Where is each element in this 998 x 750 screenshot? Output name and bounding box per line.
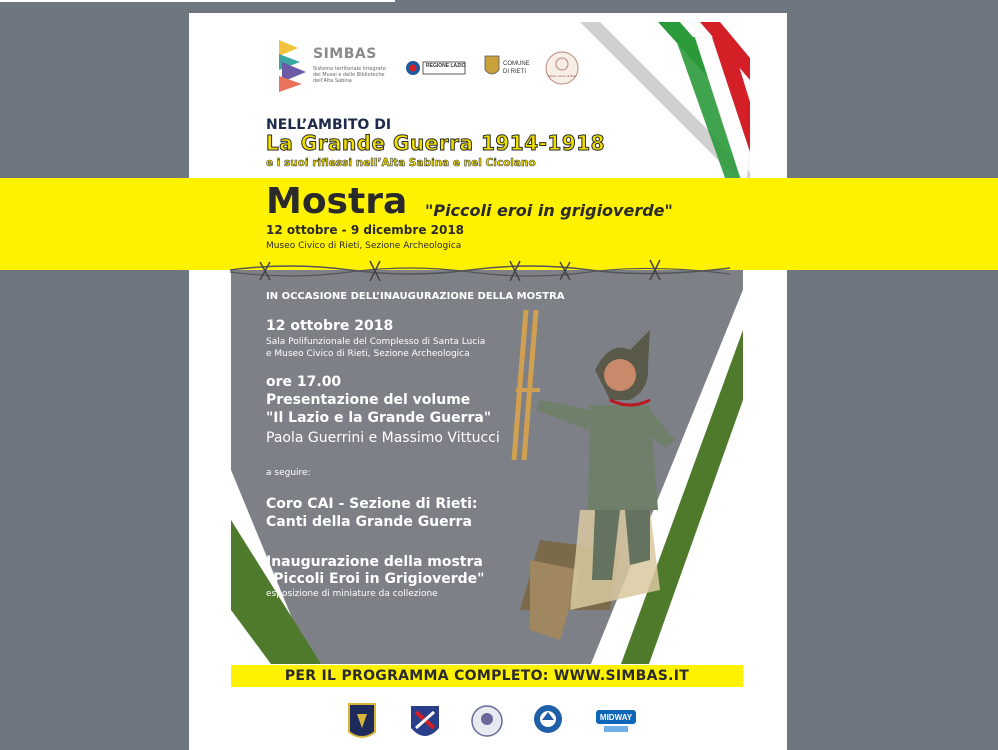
midway-text: MIDWAY [599,713,633,722]
comune-rieti-logo-icon [483,52,541,80]
a-seguire-label: a seguire: [266,468,311,478]
sponsor-shield-icon [408,702,442,744]
riflessi-subtitle: e i suoi riflessi nell’Alta Sabina e nel Cicolano [266,157,536,169]
soldier-figurine-image [500,310,720,660]
grande-guerra-title: La Grande Guerra 1914-1918 [266,131,606,155]
museo-civico-logo-icon [544,50,580,86]
program-website-link[interactable]: PER IL PROGRAMMA COMPLETO: WWW.SIMBAS.IT [231,665,743,687]
simbas-subtitle: Sistema territoriale Integrato dei Musei e delle Biblioteche dell'Alta Sabina [313,66,386,84]
event-date: 12 ottobre 2018 [266,318,394,334]
top-edge-line [0,0,395,2]
event-time: ore 17.00 [266,374,342,390]
volume-authors: Paola Guerrini e Massimo Vittucci [266,430,500,446]
regione-lazio-logo-icon [405,58,467,78]
museo-logo-text: Museo Civico di Rieti [547,74,577,78]
barbed-wire-icon [230,256,730,286]
nell-ambito-heading: NELL’AMBITO DI [266,117,392,133]
italian-flag-ribbon [560,22,750,202]
coro-heading: Coro CAI - Sezione di Rieti: [266,496,478,512]
event-venue [266,336,566,360]
presentazione-label: Presentazione del volume [266,392,471,408]
simbas-logo-icon [276,40,310,92]
volume-title: "Il Lazio e la Grande Guerra" [266,410,492,426]
sponsor-club-badge-icon [347,702,377,742]
occasione-heading: IN OCCASIONE DELL’INAUGURAZIONE DELLA MOSTRA [266,291,565,302]
piccoli-eroi-title: "Piccoli Eroi in Grigioverde" [266,571,485,587]
venue-line-1: Sala Polifunzionale del Complesso di Santa Lucia [266,337,486,347]
mostra-dates: 12 ottobre - 9 dicembre 2018 [266,223,465,237]
rieti-logo-line1: COMUNE [503,61,530,67]
mostra-title: Mostra [266,181,408,222]
sponsor-midway-logo-icon [594,702,638,738]
mostra-subtitle: "Piccoli eroi in grigioverde" [425,201,673,220]
sponsor-round-logo-icon [532,702,564,736]
venue-line-2: e Museo Civico di Rieti, Sezione Archeologica [266,349,470,359]
rieti-logo-line2: DI RIETI [503,69,527,75]
esposizione-note: esposizione di miniature da collezione [266,589,438,599]
lazio-logo-text: REGIONE LAZIO [426,63,466,69]
inaugurazione-heading: Inaugurazione della mostra [266,554,483,570]
mostra-location: Museo Civico di Rieti, Sezione Archeologica [266,241,462,251]
sponsor-emblem-icon [470,702,504,740]
canti-heading: Canti della Grande Guerra [266,514,472,530]
simbas-name: SIMBAS [313,46,377,62]
